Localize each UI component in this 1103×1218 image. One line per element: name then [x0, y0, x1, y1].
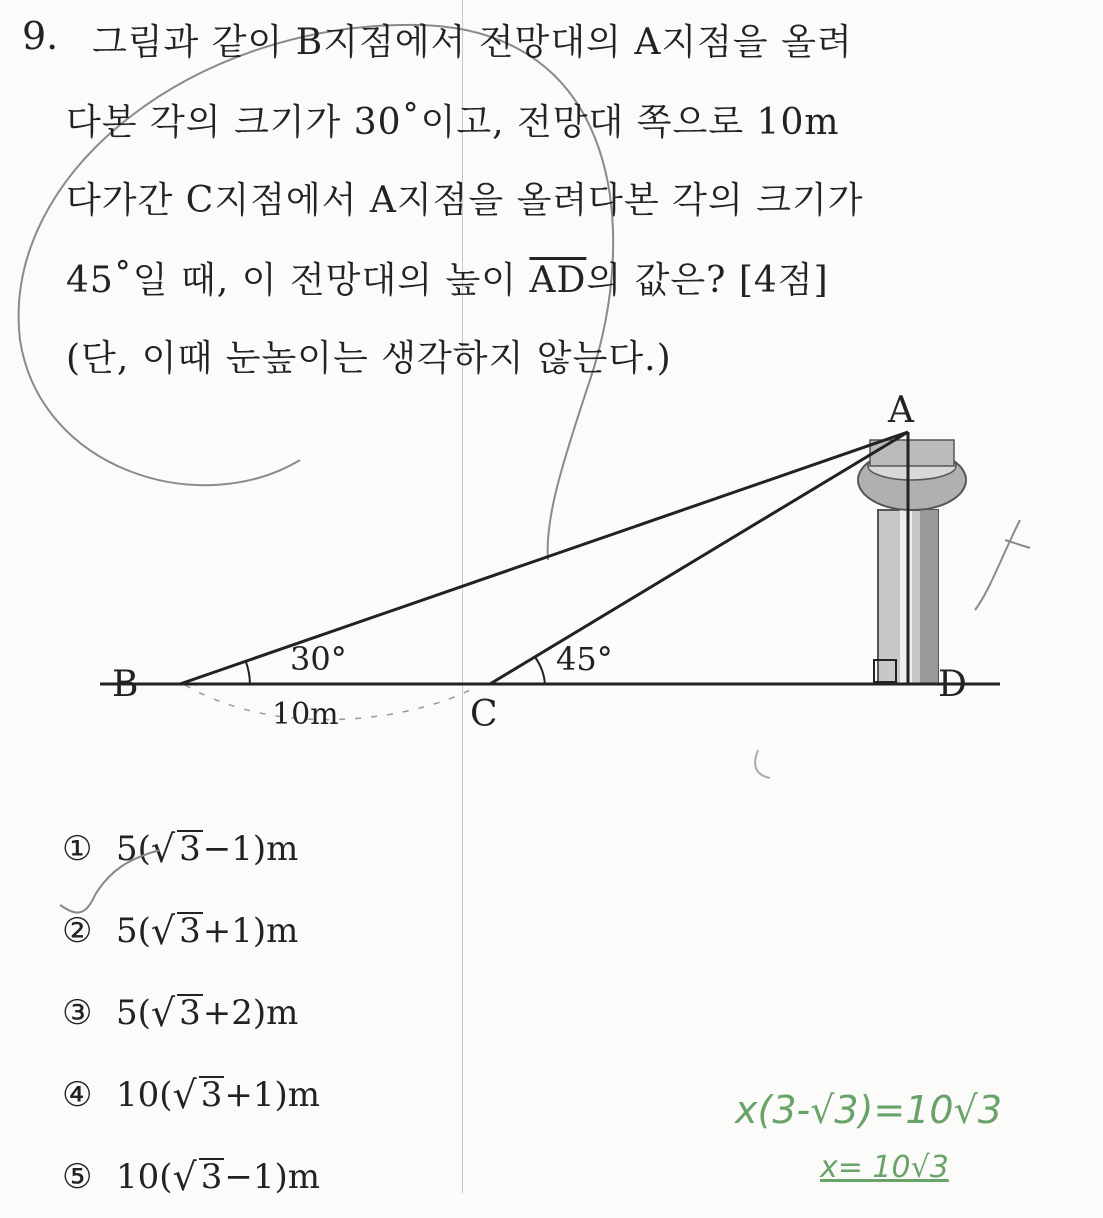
choice-4-number: ④ — [62, 1075, 93, 1115]
choice-3-rest: +2)m — [202, 993, 299, 1033]
choice-5-coef: 10( — [116, 1157, 173, 1197]
question-line-4-pre: 45˚일 때, 이 전망대의 높이 — [66, 260, 518, 301]
sqrt-icon: √ — [150, 827, 176, 871]
choice-1-coef: 5( — [116, 829, 151, 869]
choice-2-radicand: 3 — [179, 911, 201, 952]
label-D: D — [938, 664, 967, 705]
label-B: B — [112, 664, 139, 705]
choice-3-coef: 5( — [116, 993, 151, 1033]
choice-3-radicand: 3 — [179, 993, 201, 1034]
choice-2-rest: +1)m — [202, 911, 299, 951]
handwritten-equation-2: x= 10√3 — [820, 1150, 949, 1185]
sqrt-icon: √ — [172, 1155, 197, 1199]
choice-3-number: ③ — [62, 993, 93, 1033]
distance-label-BC: 10m — [272, 697, 339, 732]
choice-4-rest: +1)m — [224, 1075, 321, 1115]
choice-2-coef: 5( — [116, 911, 151, 951]
choice-5-number: ⑤ — [62, 1157, 93, 1197]
question-line-1: 그림과 같이 B지점에서 전망대의 A지점을 올려 — [92, 22, 853, 63]
choice-5-rest: −1)m — [224, 1157, 321, 1197]
angle-label-C: 45° — [556, 640, 613, 678]
question-condition: (단, 이때 눈높이는 생각하지 않는다.) — [66, 338, 672, 379]
sqrt-icon: √ — [150, 991, 176, 1035]
label-A: A — [888, 390, 914, 431]
choice-1-number: ① — [62, 829, 93, 869]
sqrt-icon: √ — [150, 909, 176, 953]
sqrt-icon: √ — [172, 1073, 197, 1117]
question-line-3: 다가간 C지점에서 A지점을 올려다본 각의 크기가 — [66, 180, 864, 221]
question-line-2: 다본 각의 크기가 30˚이고, 전망대 쪽으로 10m — [66, 102, 840, 143]
handwritten-equation-1: x(3-√3)=10√3 — [735, 1088, 1003, 1132]
choice-1-radicand: 3 — [179, 829, 201, 870]
label-C: C — [470, 694, 498, 735]
choice-1-rest: −1)m — [202, 829, 299, 869]
choice-2-number: ② — [62, 911, 93, 951]
choice-4-coef: 10( — [116, 1075, 173, 1115]
choice-5-radicand: 3 — [200, 1157, 223, 1198]
segment-AD: $\overline{AD}$ — [529, 260, 587, 301]
angle-label-B: 30° — [290, 640, 347, 678]
question-number: 9. — [22, 14, 59, 58]
question-line-4-post: 의 값은? [4점] — [586, 260, 829, 301]
choice-4-radicand: 3 — [200, 1075, 223, 1116]
